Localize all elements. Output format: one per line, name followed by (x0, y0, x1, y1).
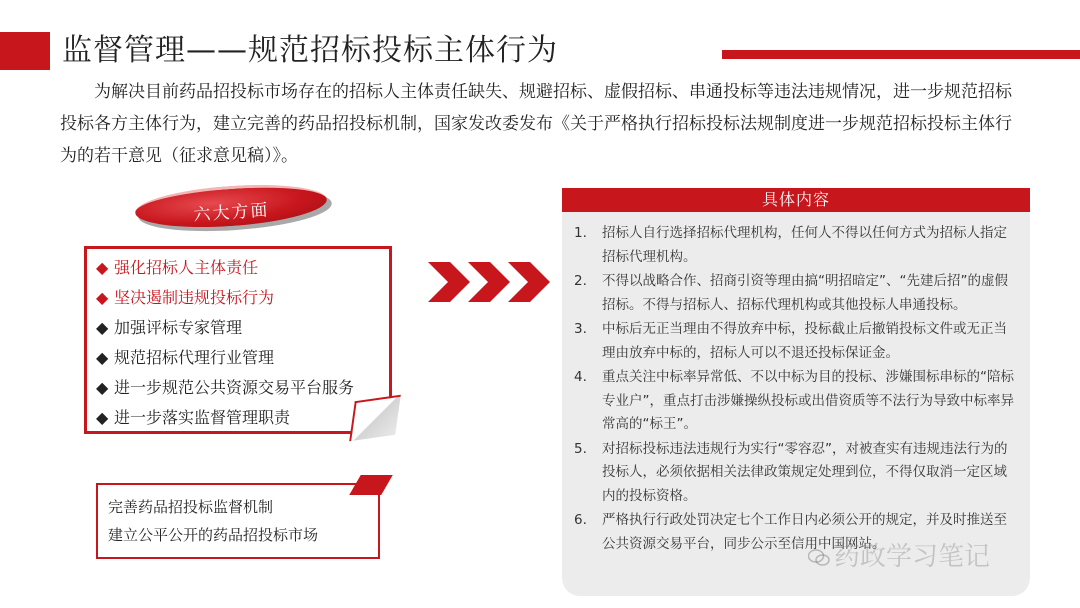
diamond-bullet-icon: ◆ (96, 258, 109, 277)
item-number: 2. (574, 273, 587, 289)
item-text: 重点关注中标率异常低、不以中标为目的投标、涉嫌围标串标的“陪标专业户”，重点打击涉嫌操纵投标或出借资质等不法行为导致中标率异常高的“标王”。 (602, 369, 1014, 432)
chevron-right-icon (468, 262, 510, 302)
aspect-item (96, 373, 354, 403)
aspect-label: 强化招标人主体责任 (114, 258, 259, 277)
aspect-label: 坚决遏制违规投标行为 (114, 288, 275, 307)
item-text: 中标后无正当理由不得放弃中标，投标截止后撤销投标文件或无正当理由放弃中标的，招标人可以不退还投标保证金。 (602, 321, 1007, 361)
chevron-right-icon (428, 262, 470, 302)
diamond-bullet-icon: ◆ (96, 408, 109, 427)
aspect-item (96, 403, 354, 433)
content-item (574, 366, 1020, 437)
goals-box (96, 483, 380, 559)
watermark (808, 536, 990, 573)
content-item (574, 318, 1020, 365)
page-title: 监督管理——规范招标投标主体行为 (62, 33, 558, 68)
page-curl-fold (349, 395, 401, 441)
aspect-item (96, 253, 354, 283)
diamond-bullet-icon: ◆ (96, 288, 109, 307)
goals-tab (349, 475, 393, 495)
goal-line: 建立公平公开的药品招投标市场 (108, 526, 319, 544)
content-list (574, 222, 1020, 557)
diamond-bullet-icon: ◆ (96, 348, 109, 367)
aspect-label: 进一步落实监督管理职责 (114, 408, 291, 427)
item-text: 招标人自行选择招标代理机构，任何人不得以任何方式为招标人指定招标代理机构。 (602, 225, 1007, 265)
item-number: 3. (574, 321, 587, 337)
aspect-label: 进一步规范公共资源交易平台服务 (114, 378, 355, 397)
content-item (574, 438, 1020, 509)
diamond-bullet-icon: ◆ (96, 318, 109, 337)
badge-label: 六大方面 (192, 200, 271, 226)
badge-oval (134, 179, 328, 232)
item-number: 6. (574, 512, 587, 528)
item-number: 4. (574, 369, 587, 385)
aspect-label: 规范招标代理行业管理 (114, 348, 275, 367)
wechat-icon (808, 549, 830, 567)
diamond-bullet-icon: ◆ (96, 378, 109, 397)
item-text: 不得以战略合作、招商引资等理由搞“明招暗定”、“先建后招”的虚假招标。不得与招标人、招标代理机构或其他投标人串通投标。 (602, 273, 1008, 313)
item-text: 严格执行行政处罚决定七个工作日内必须公开的规定，并及时推送至公共资源交易平台，同步公示至信用中国网站。 (602, 512, 1007, 552)
content-item (574, 222, 1020, 269)
aspect-label: 加强评标专家管理 (114, 318, 243, 337)
aspects-list (96, 253, 354, 433)
intro-paragraph: 为解决目前药品招投标市场存在的招标人主体责任缺失、规避招标、虚假招标、串通投标等违法违规情况，进一步规范招标投标各方主体行为，建立完善的药品招投标机制，国家发改委发布《关于严格执行招标投标法规制度进一步规范招标投标主体行为的若干意见（征求意见稿）》。 (60, 82, 1012, 166)
item-number: 1. (574, 225, 587, 241)
watermark-text: 药政学习笔记 (834, 542, 991, 572)
item-number: 5. (574, 440, 587, 457)
content-item (574, 270, 1020, 317)
aspect-item (96, 313, 354, 343)
aspect-item (96, 343, 354, 373)
item-text: 对招标投标违法违规行为实行“零容忍”，对被查实有违规违法行为的投标人，必须依据相关法律政策规定处理到位，不得仅取消一定区域内的投标资格。 (602, 440, 1008, 504)
aspect-item (96, 283, 354, 313)
triple-chevron-right-icon (428, 262, 552, 302)
chevron-right-icon (508, 262, 550, 302)
goal-line: 完善药品招投标监督机制 (108, 498, 274, 516)
title-accent-bar (0, 32, 50, 70)
content-header: 具体内容 (562, 188, 1030, 212)
title-rule (722, 50, 1080, 59)
aspects-badge (135, 186, 335, 232)
